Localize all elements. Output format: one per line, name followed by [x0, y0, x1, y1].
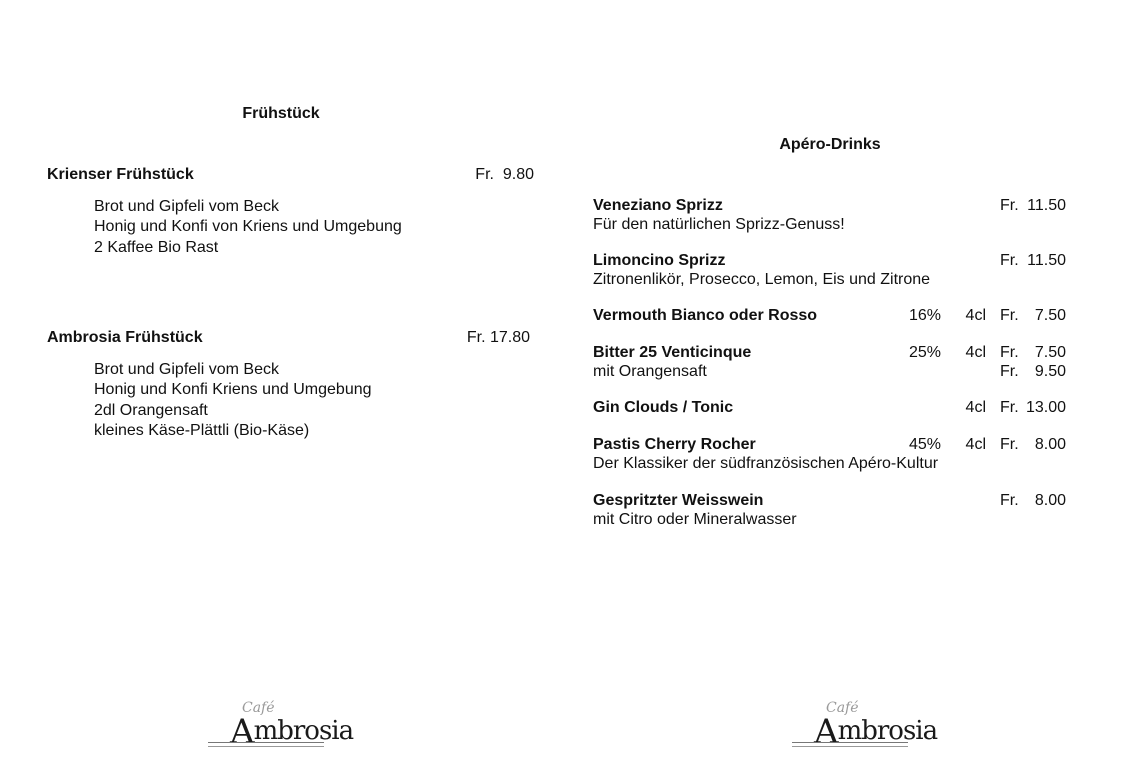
- drink-title: Gin Clouds / Tonic: [593, 399, 734, 416]
- drink-currency: Fr.: [1000, 492, 1019, 509]
- ambrosia-logo-right: [792, 700, 938, 752]
- drink-volume: 4cl: [965, 307, 986, 324]
- drink-title: Limoncino Sprizz: [593, 252, 726, 269]
- drink-subtitle: Für den natürlichen Sprizz-Genuss!: [593, 216, 845, 233]
- description-line: Brot und Gipfeli vom Beck: [94, 361, 279, 378]
- breakfast-price: Fr. 17.80: [466, 329, 530, 346]
- drink-currency: Fr.: [1000, 307, 1019, 324]
- drink-currency: Fr.: [1000, 344, 1019, 361]
- description-line: Honig und Konfi Kriens und Umgebung: [94, 381, 372, 399]
- logo-cafe-script: Café: [826, 700, 859, 716]
- drink-volume: 4cl: [965, 399, 986, 416]
- drink-price: 7.50: [1034, 307, 1066, 324]
- breakfast-description: [94, 360, 372, 441]
- drinks-heading: Apéro-Drinks: [779, 136, 881, 153]
- breakfast-price: Fr. 9.80: [475, 166, 534, 183]
- logo-brand-wordmark: Ambrosia: [230, 712, 354, 752]
- drink-title: Gespritzter Weisswein: [593, 492, 764, 509]
- drink-price: 11.50: [1027, 252, 1066, 269]
- drink-subtitle: Der Klassiker der südfranzösischen Apéro-Kultur: [593, 455, 939, 472]
- description-line: Honig und Konfi von Kriens und Umgebung: [94, 218, 402, 236]
- drink-volume: 4cl: [965, 436, 986, 453]
- drink-currency: Fr.: [1000, 252, 1019, 269]
- breakfast-title: Ambrosia Frühstück: [47, 329, 203, 346]
- drink-title: Vermouth Bianco oder Rosso: [593, 307, 818, 324]
- drink-volume: 4cl: [965, 344, 986, 361]
- drink-sub-currency: Fr.: [1000, 363, 1019, 380]
- description-line: kleines Käse-Plättli (Bio-Käse): [94, 421, 310, 439]
- drink-subtitle: mit Citro oder Mineralwasser: [593, 511, 797, 528]
- drink-currency: Fr.: [1000, 197, 1019, 214]
- description-line: Brot und Gipfeli vom Beck: [94, 198, 279, 215]
- drink-title: Veneziano Sprizz: [593, 197, 723, 214]
- drink-price: 8.00: [1034, 436, 1066, 453]
- breakfast-description: [94, 197, 402, 258]
- drink-title: Pastis Cherry Rocher: [593, 436, 756, 453]
- breakfast-heading: Frühstück: [242, 105, 320, 122]
- logo-brand-wordmark: Ambrosia: [814, 712, 938, 752]
- drink-currency: Fr.: [1000, 399, 1019, 416]
- description-line: 2 Kaffee Bio Rast: [94, 238, 219, 256]
- logo-underline: [792, 742, 908, 747]
- drink-subtitle: Zitronenlikör, Prosecco, Lemon, Eis und Zitrone: [593, 271, 931, 288]
- drink-price: 11.50: [1027, 197, 1066, 214]
- drink-price: 7.50: [1034, 344, 1066, 361]
- logo-underline: [208, 742, 324, 747]
- drink-percent: 16%: [908, 307, 941, 324]
- ambrosia-logo-left: [208, 700, 354, 752]
- drink-percent: 45%: [908, 436, 941, 453]
- breakfast-title: Krienser Frühstück: [47, 166, 194, 183]
- drink-currency: Fr.: [1000, 436, 1019, 453]
- drink-title: Bitter 25 Venticinque: [593, 344, 752, 361]
- drink-percent: 25%: [908, 344, 941, 361]
- drink-price: 8.00: [1034, 492, 1066, 509]
- drink-subtitle: mit Orangensaft: [593, 363, 707, 380]
- drink-price: 13.00: [1025, 399, 1066, 416]
- logo-cafe-script: Café: [242, 700, 275, 716]
- description-line: 2dl Orangensaft: [94, 401, 208, 419]
- drink-sub-price: 9.50: [1034, 363, 1066, 380]
